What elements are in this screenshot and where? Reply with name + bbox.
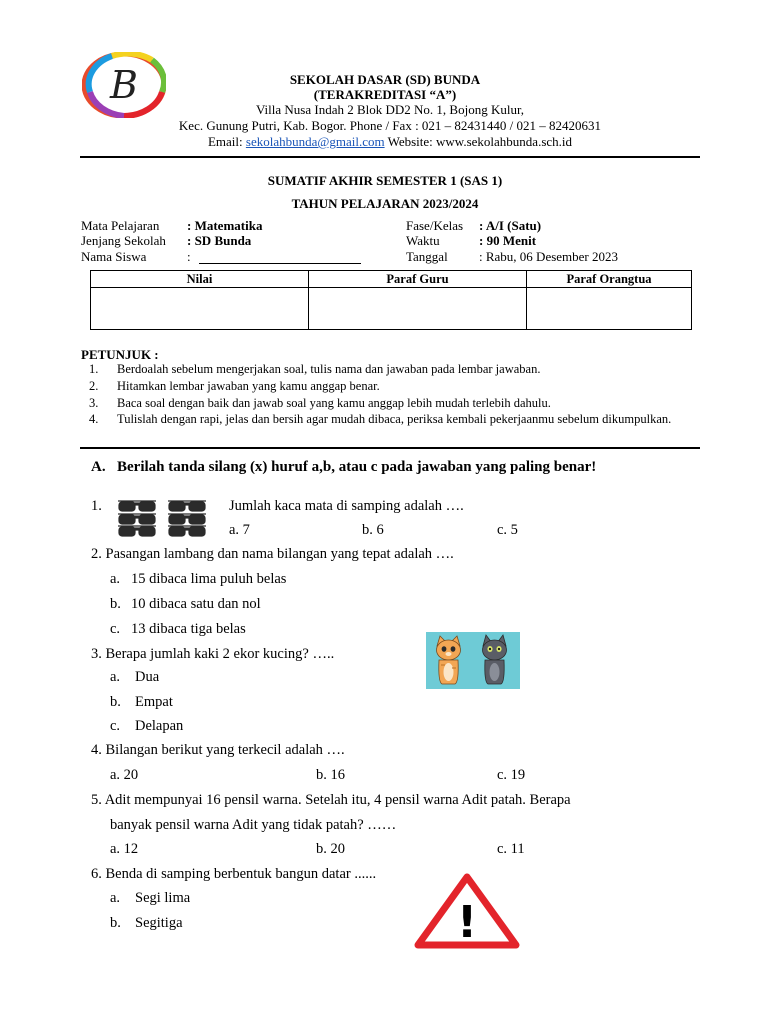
question-2-option-a-letter[interactable]: a. [110,571,121,587]
question-4-option-a[interactable]: a. 20 [110,767,139,783]
sunglasses-icon [116,498,212,538]
level-value: : SD Bunda [187,233,252,248]
question-3-option-a-text[interactable]: Dua [135,669,160,685]
question-4-option-c[interactable]: c. 19 [497,767,526,783]
subject-label: Mata Pelajaran [81,218,160,233]
question-2-option-a-text[interactable]: 15 dibaca lima puluh belas [131,571,287,587]
question-1-option-a[interactable]: a. 7 [229,522,250,538]
question-6-text: 6. Benda di samping berbentuk bangun datar ...... [91,866,377,882]
time-label: Waktu [406,233,440,248]
student-name-colon: : [187,249,191,264]
question-5-text-line-1: 5. Adit mempunyai 16 pensil warna. Setelah itu, 4 pensil warna Adit patah. Berapa [91,792,571,808]
date-label: Tanggal [406,249,448,264]
school-name: SEKOLAH DASAR (SD) BUNDA [289,72,481,87]
grade-cell-paraf-orangtua[interactable] [527,288,692,330]
question-5-option-b[interactable]: b. 20 [316,841,345,857]
phase-value: : A/I (Satu) [479,218,542,233]
exam-title: SUMATIF AKHIR SEMESTER 1 (SAS 1) [267,173,503,188]
grade-cell-nilai[interactable] [91,288,309,330]
student-name-line[interactable] [199,263,361,264]
academic-year: TAHUN PELAJARAN 2023/2024 [291,196,479,211]
email-label: Email: [207,134,243,149]
question-3-option-c-letter[interactable]: c. [110,718,121,734]
grade-header-nilai: Nilai [91,271,309,288]
question-3-option-a-letter[interactable]: a. [110,669,121,685]
instruction-text: Hitamkan lembar jawaban yang kamu anggap benar. [117,379,380,393]
instruction-text: Tulislah dengan rapi, jelas dan bersih agar mudah dibaca, periksa kembali pekerjaanmu sebelum dikumpulkan. [117,412,672,426]
question-2-option-c-letter[interactable]: c. [110,621,121,637]
time-value: : 90 Menit [479,233,537,248]
question-1-text: Jumlah kaca mata di samping adalah …. [229,498,464,514]
question-2-option-c-text[interactable]: 13 dibaca tiga belas [131,621,246,637]
address-line-2: Kec. Gunung Putri, Kab. Bogor. Phone / Fax : 021 – 82431440 / 021 – 82420631 [178,118,602,133]
instructions-heading: PETUNJUK : [81,347,159,362]
subject-value: : Matematika [187,218,263,233]
student-name-label: Nama Siswa [81,249,147,264]
instruction-text: Berdoalah sebelum mengerjakan soal, tulis nama dan jawaban pada lembar jawaban. [117,362,541,376]
warning-triangle-icon [414,873,520,949]
question-6-option-b-letter[interactable]: b. [110,915,121,931]
instruction-number: 2. [89,379,99,393]
section-a-label: A. [91,459,106,475]
question-2-option-b-text[interactable]: 10 dibaca satu dan nol [131,596,261,612]
instructions-divider [80,447,700,449]
warning-exclamation: ! [456,897,478,948]
email-link[interactable]: sekolahbunda@gmail.com [245,134,385,149]
website-text: Website: www.sekolahbunda.sch.id [387,134,573,149]
instruction-text: Baca soal dengan baik dan jawab soal yang kamu anggap lebih mudah terlebih dahulu. [117,396,551,410]
question-5-option-a[interactable]: a. 12 [110,841,139,857]
question-6-option-b-text[interactable]: Segitiga [135,915,183,931]
question-6-option-a-letter[interactable]: a. [110,890,121,906]
question-6-option-a-text[interactable]: Segi lima [135,890,191,906]
question-1-option-c[interactable]: c. 5 [497,522,518,538]
question-1-number: 1. [91,498,102,514]
question-5-text-line-2: banyak pensil warna Adit yang tidak patah? …… [110,817,397,833]
question-1-option-b[interactable]: b. 6 [362,522,384,538]
grade-header-paraf-orangtua: Paraf Orangtua [527,271,692,288]
grade-table [90,270,692,330]
level-label: Jenjang Sekolah [81,233,166,248]
question-3-option-b-letter[interactable]: b. [110,694,121,710]
question-5-option-c[interactable]: c. 11 [497,841,525,857]
instruction-number: 4. [89,412,99,426]
phase-label: Fase/Kelas [406,218,464,233]
logo-letter: B [110,63,138,107]
question-2-text: 2. Pasangan lambang dan nama bilangan yang tepat adalah …. [91,546,454,562]
accreditation: (TERAKREDITASI “A”) [313,87,457,102]
address-line-1: Villa Nusa Indah 2 Blok DD2 No. 1, Bojong Kulur, [255,102,525,117]
contact-line [100,134,680,150]
header-divider [80,156,700,158]
question-2-option-b-letter[interactable]: b. [110,596,121,612]
instruction-number: 1. [89,362,99,376]
instruction-number: 3. [89,396,99,410]
grade-header-paraf-guru: Paraf Guru [309,271,527,288]
question-3-option-c-text[interactable]: Delapan [135,718,184,734]
school-logo [82,52,166,118]
section-a-instruction: Berilah tanda silang (x) huruf a,b, atau c pada jawaban yang paling benar! [117,459,597,475]
question-4-text: 4. Bilangan berikut yang terkecil adalah …. [91,742,345,758]
two-cats-icon [426,632,520,689]
question-3-text: 3. Berapa jumlah kaki 2 ekor kucing? ….. [91,646,335,662]
question-4-option-b[interactable]: b. 16 [316,767,345,783]
question-3-option-b-text[interactable]: Empat [135,694,173,710]
grade-cell-paraf-guru[interactable] [309,288,527,330]
date-value: : Rabu, 06 Desember 2023 [479,249,619,264]
